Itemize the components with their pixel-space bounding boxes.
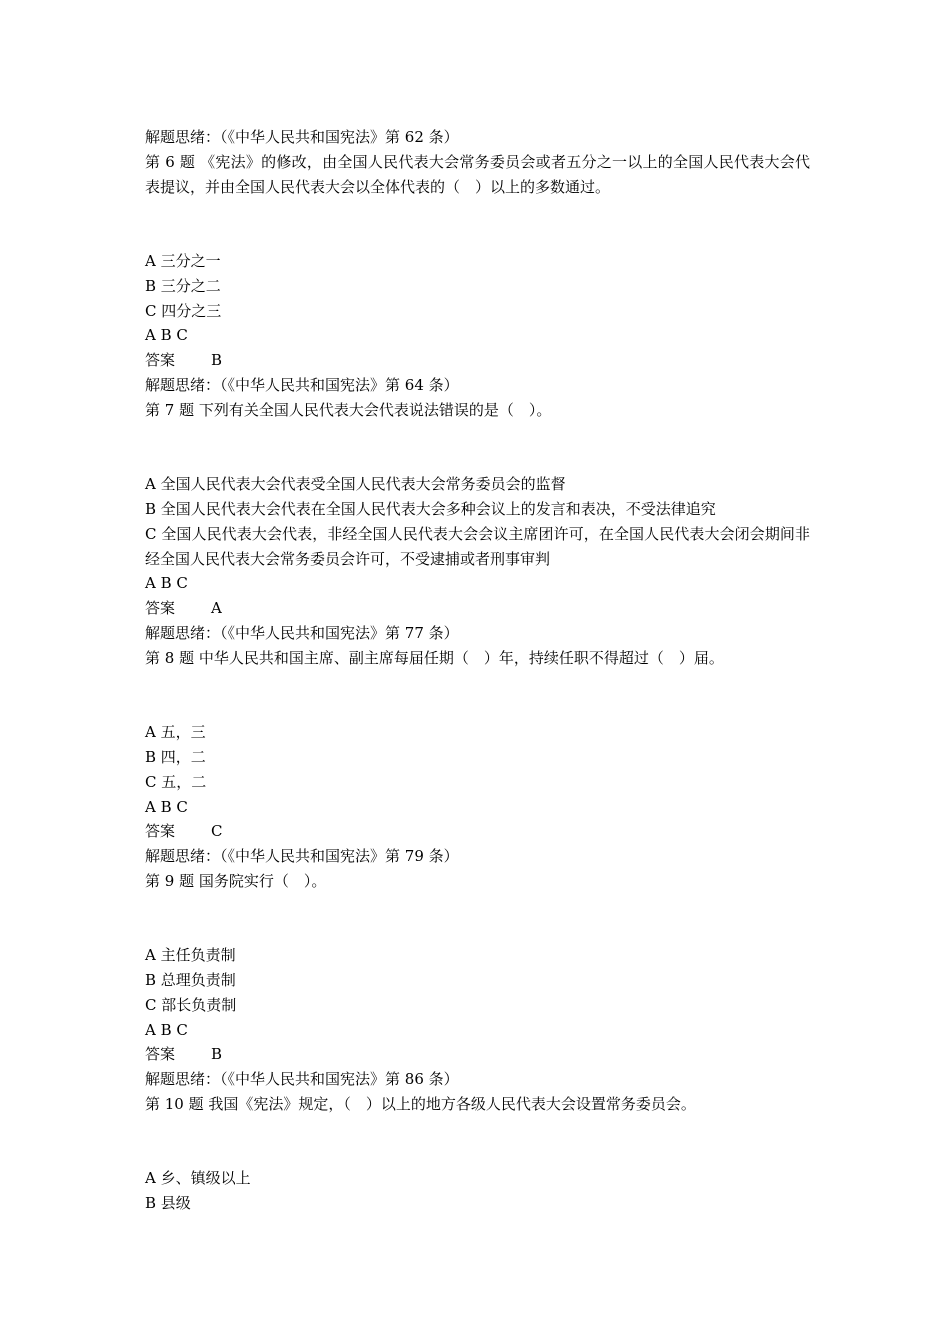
q6-answer bbox=[145, 348, 810, 373]
q9-analysis: 解题思绪：（《中华人民共和国宪法》第 86 条） bbox=[145, 1070, 459, 1089]
q9-answer-label: 答案 bbox=[145, 1045, 176, 1064]
q9-option-a: A 主任负责制 bbox=[145, 946, 236, 965]
document-content bbox=[145, 125, 810, 1216]
q10-option-b: B 县级 bbox=[145, 1194, 191, 1213]
q7-option-a: A 全国人民代表大会代表受全国人民代表大会常务委员会的监督 bbox=[145, 475, 566, 494]
q8-choices: A B C bbox=[145, 797, 188, 816]
question-10: 第 10 题 我国《宪法》规定，（ ）以上的地方各级人民代表大会设置常务委员会。 bbox=[145, 1095, 696, 1114]
q8-answer-value: C bbox=[211, 822, 223, 841]
q7-analysis: 解题思绪：（《中华人民共和国宪法》第 77 条） bbox=[145, 623, 459, 642]
q6-answer-label: 答案 bbox=[145, 351, 176, 370]
q6-analysis: 解题思绪：（《中华人民共和国宪法》第 64 条） bbox=[145, 375, 459, 394]
q7-answer-label: 答案 bbox=[145, 599, 176, 618]
q8-option-c: C 五，二 bbox=[145, 772, 207, 791]
q9-option-c: C 部长负责制 bbox=[145, 995, 237, 1014]
q9-answer-value: B bbox=[211, 1045, 223, 1064]
question-8: 第 8 题 中华人民共和国主席、副主席每届任期（ ）年，持续任职不得超过（ ）届。 bbox=[145, 648, 724, 667]
question-6: 第 6 题 《宪法》的修改，由全国人民代表大会常务委员会或者五分之一以上的全国人民代表大会代表提议，并由全国人民代表大会以全体代表的（ ）以上的多数通过。 bbox=[145, 152, 810, 196]
analysis-q5: 解题思绪：（《中华人民共和国宪法》第 62 条） bbox=[145, 128, 459, 146]
q8-answer-label: 答案 bbox=[145, 822, 176, 841]
q7-choices: A B C bbox=[145, 574, 188, 593]
q6-option-b: B 三分之二 bbox=[145, 276, 221, 295]
q6-option-a: A 三分之一 bbox=[145, 251, 221, 270]
q7-answer-value: A bbox=[211, 599, 222, 618]
q7-option-b: B 全国人民代表大会代表在全国人民代表大会多种会议上的发言和表决，不受法律追究 bbox=[145, 499, 716, 518]
q8-option-b: B 四，二 bbox=[145, 747, 206, 766]
q7-option-c: C 全国人民代表大会代表，非经全国人民代表大会会议主席团许可，在全国人民代表大会闭会期间非经全国人民代表大会常务委员会许可，不受逮捕或者刑事审判 bbox=[145, 524, 810, 568]
question-9: 第 9 题 国务院实行（ ）。 bbox=[145, 871, 327, 890]
q8-answer bbox=[145, 819, 810, 844]
q8-analysis: 解题思绪：（《中华人民共和国宪法》第 79 条） bbox=[145, 847, 459, 866]
q6-answer-value: B bbox=[211, 351, 223, 370]
q9-option-b: B 总理负责制 bbox=[145, 971, 236, 990]
q9-choices: A B C bbox=[145, 1020, 188, 1039]
q6-choices: A B C bbox=[145, 326, 188, 345]
q9-answer bbox=[145, 1042, 810, 1067]
q7-answer bbox=[145, 596, 810, 621]
q10-option-a: A 乡、镇级以上 bbox=[145, 1169, 251, 1188]
q8-option-a: A 五，三 bbox=[145, 723, 206, 742]
q6-option-c: C 四分之三 bbox=[145, 301, 222, 320]
question-7: 第 7 题 下列有关全国人民代表大会代表说法错误的是（ ）。 bbox=[145, 400, 552, 419]
